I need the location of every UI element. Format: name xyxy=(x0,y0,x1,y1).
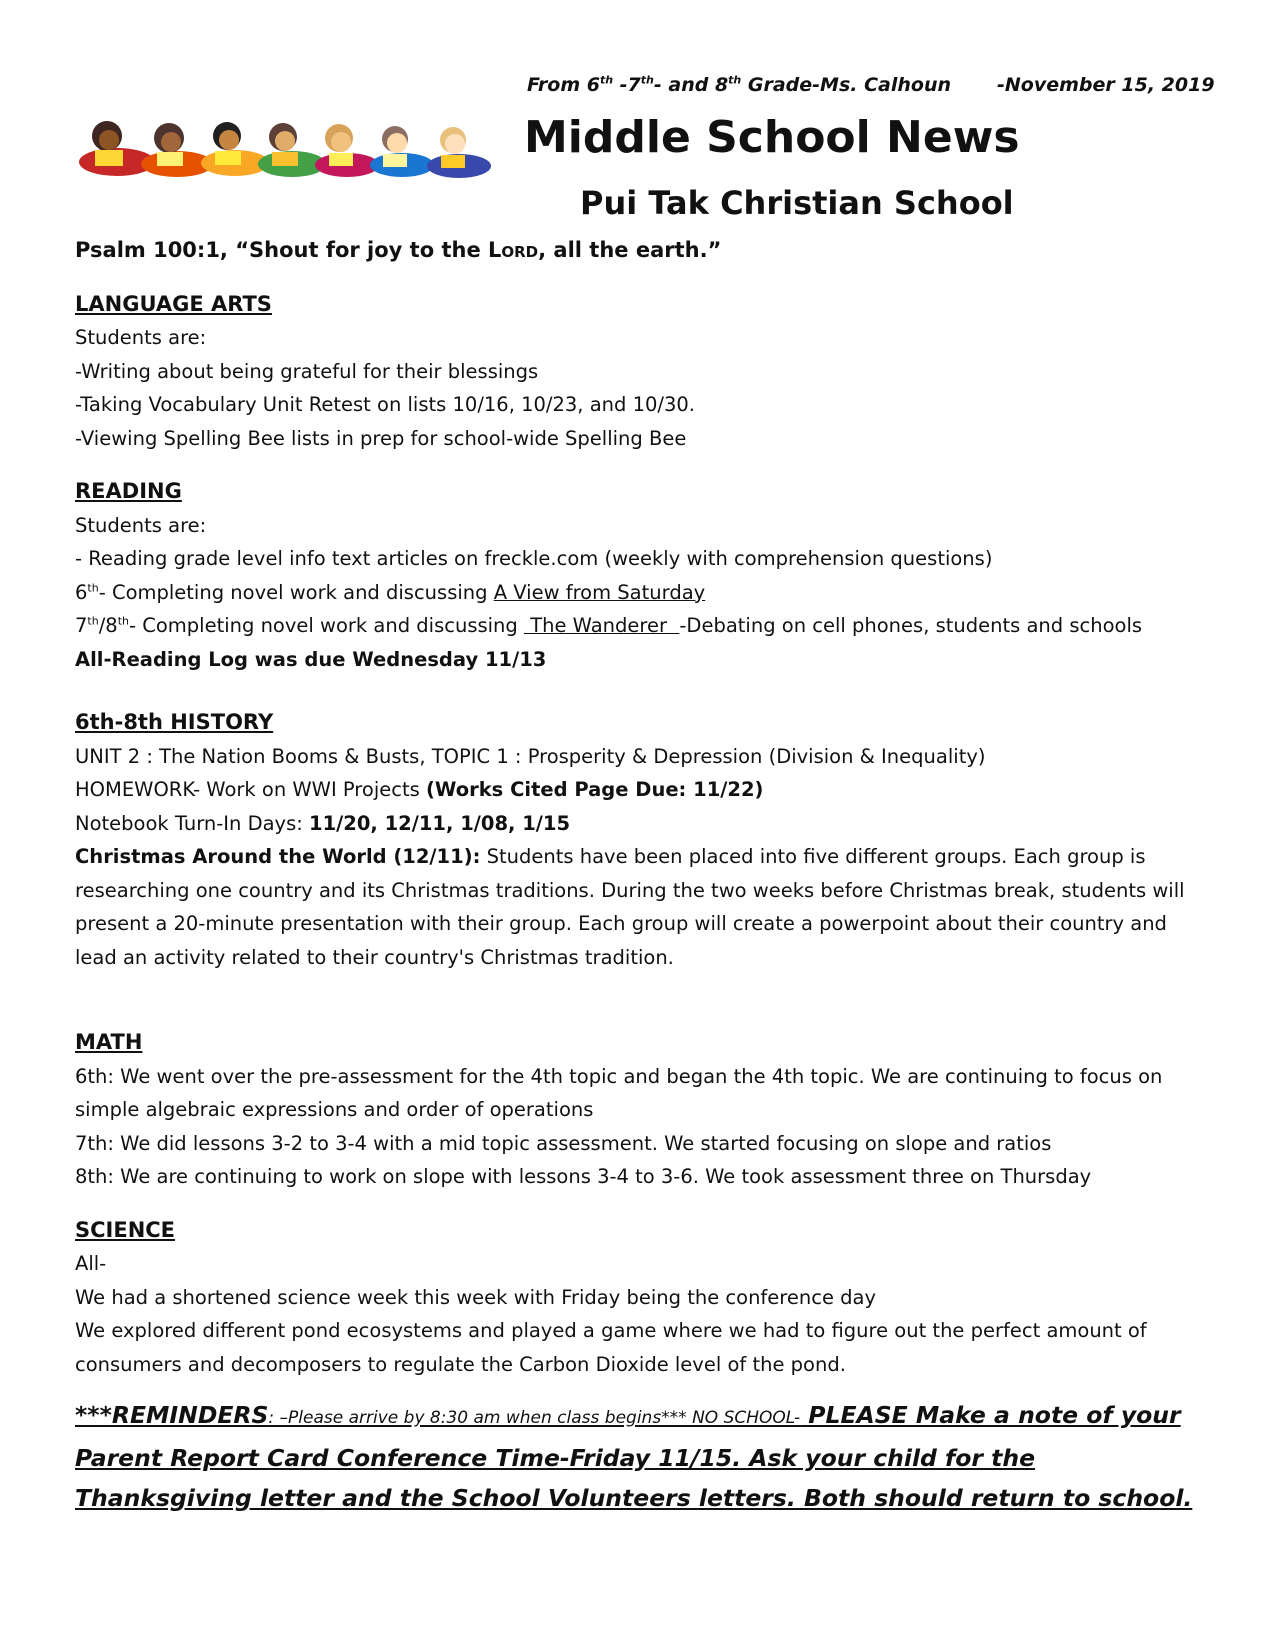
math-seventh: 7th: We did lessons 3-2 to 3-4 with a mid topic assessment. We started focusing on slope and ratios xyxy=(75,1131,1052,1155)
list-item: -Viewing Spelling Bee lists in prep for school-wide Spelling Bee xyxy=(75,426,687,450)
header-line xyxy=(527,74,1215,96)
math-sixth: 6th: We went over the pre-assessment for the 4th topic and began the 4th topic. We are continuing to focus on simple algebraic expressions and order of operations xyxy=(75,1064,1163,1121)
bible-verse: Psalm 100:1, “Shout for joy to the Lord, all the earth.” xyxy=(75,238,722,262)
section-heading-math: MATH xyxy=(75,1030,143,1054)
school-name: Pui Tak Christian School xyxy=(580,184,1014,222)
book-title: The Wanderer xyxy=(524,614,680,637)
science-line: We explored different pond ecosystems and played a game where we had to figure out the perfect amount of consumers and decomposers to regulate the Carbon Dioxide level of the pond. xyxy=(75,1319,1147,1376)
science-line: We had a shortened science week this week with Friday being the conference day xyxy=(75,1285,877,1309)
section-heading-science: SCIENCE xyxy=(75,1217,176,1242)
history-notebook: Notebook Turn-In Days: 11/20, 12/11, 1/08, 1/15 xyxy=(75,811,571,835)
newsletter-body xyxy=(75,234,1205,1518)
header-sup: th xyxy=(640,73,654,87)
reading-log-note: All-Reading Log was due Wednesday 11/13 xyxy=(75,647,547,671)
list-item: - Reading grade level info text articles on freckle.com (weekly with comprehension questions) xyxy=(75,547,993,570)
header-sup: th xyxy=(599,73,614,87)
reminders-label: ***REMINDERS xyxy=(75,1401,269,1429)
header-from: Grade-Ms. Calhoun xyxy=(741,74,951,96)
history-homework: HOMEWORK- Work on WWI Projects (Works Cited Page Due: 11/22) xyxy=(75,778,764,801)
section-intro: Students are: xyxy=(75,513,207,537)
reminders-note: ***REMINDERS: –Please arrive by 8:30 am when class begins*** NO SCHOOL- PLEASE Make a note of your Parent Report Card Conference Time-Friday 11/15. Ask your child for the Thanksgiving letter and the School Volunteers letters. Both should return to school. xyxy=(75,1401,1193,1512)
history-christmas: Christmas Around the World (12/11): Students have been placed into five different groups. Each group is researching one country and its Christmas traditions. During the two weeks before Christmas break, students will present a 20-minute presentation with their group. Each group will create a powerpoint about their country and lead an activity related to their country's Christmas tradition. xyxy=(75,845,1185,969)
section-heading-history: 6th-8th HISTORY xyxy=(75,710,274,734)
header-sup: th xyxy=(728,73,742,87)
header-from: - and 8 xyxy=(653,74,729,96)
header-date: -November 15, 2019 xyxy=(997,74,1215,96)
science-all: All- xyxy=(75,1252,107,1275)
header-from: From 6 xyxy=(527,74,600,96)
page-title: Middle School News xyxy=(524,112,1020,163)
list-item: -Writing about being grateful for their blessings xyxy=(75,359,539,383)
section-intro: Students are: xyxy=(75,326,207,349)
children-reading-banner-image xyxy=(77,110,497,190)
list-item: 6th- Completing novel work and discussing A View from Saturday xyxy=(75,580,706,604)
section-heading-language-arts: LANGUAGE ARTS xyxy=(75,291,272,316)
book-title: A View from Saturday xyxy=(493,580,706,604)
section-heading-reading: READING xyxy=(75,479,182,503)
lord-text: Lord xyxy=(488,238,539,262)
list-item: -Taking Vocabulary Unit Retest on lists 10/16, 10/23, and 10/30. xyxy=(75,393,695,416)
header-from: -7 xyxy=(613,74,641,96)
history-unit: UNIT 2 : The Nation Booms & Busts, TOPIC 1 : Prosperity & Depression (Division & Inequality) xyxy=(75,744,986,768)
math-eighth: 8th: We are continuing to work on slope with lessons 3-4 to 3-6. We took assessment three on Thursday xyxy=(75,1165,1092,1188)
list-item: 7th/8th- Completing novel work and discussing The Wanderer -Debating on cell phones, students and schools xyxy=(75,614,1143,637)
